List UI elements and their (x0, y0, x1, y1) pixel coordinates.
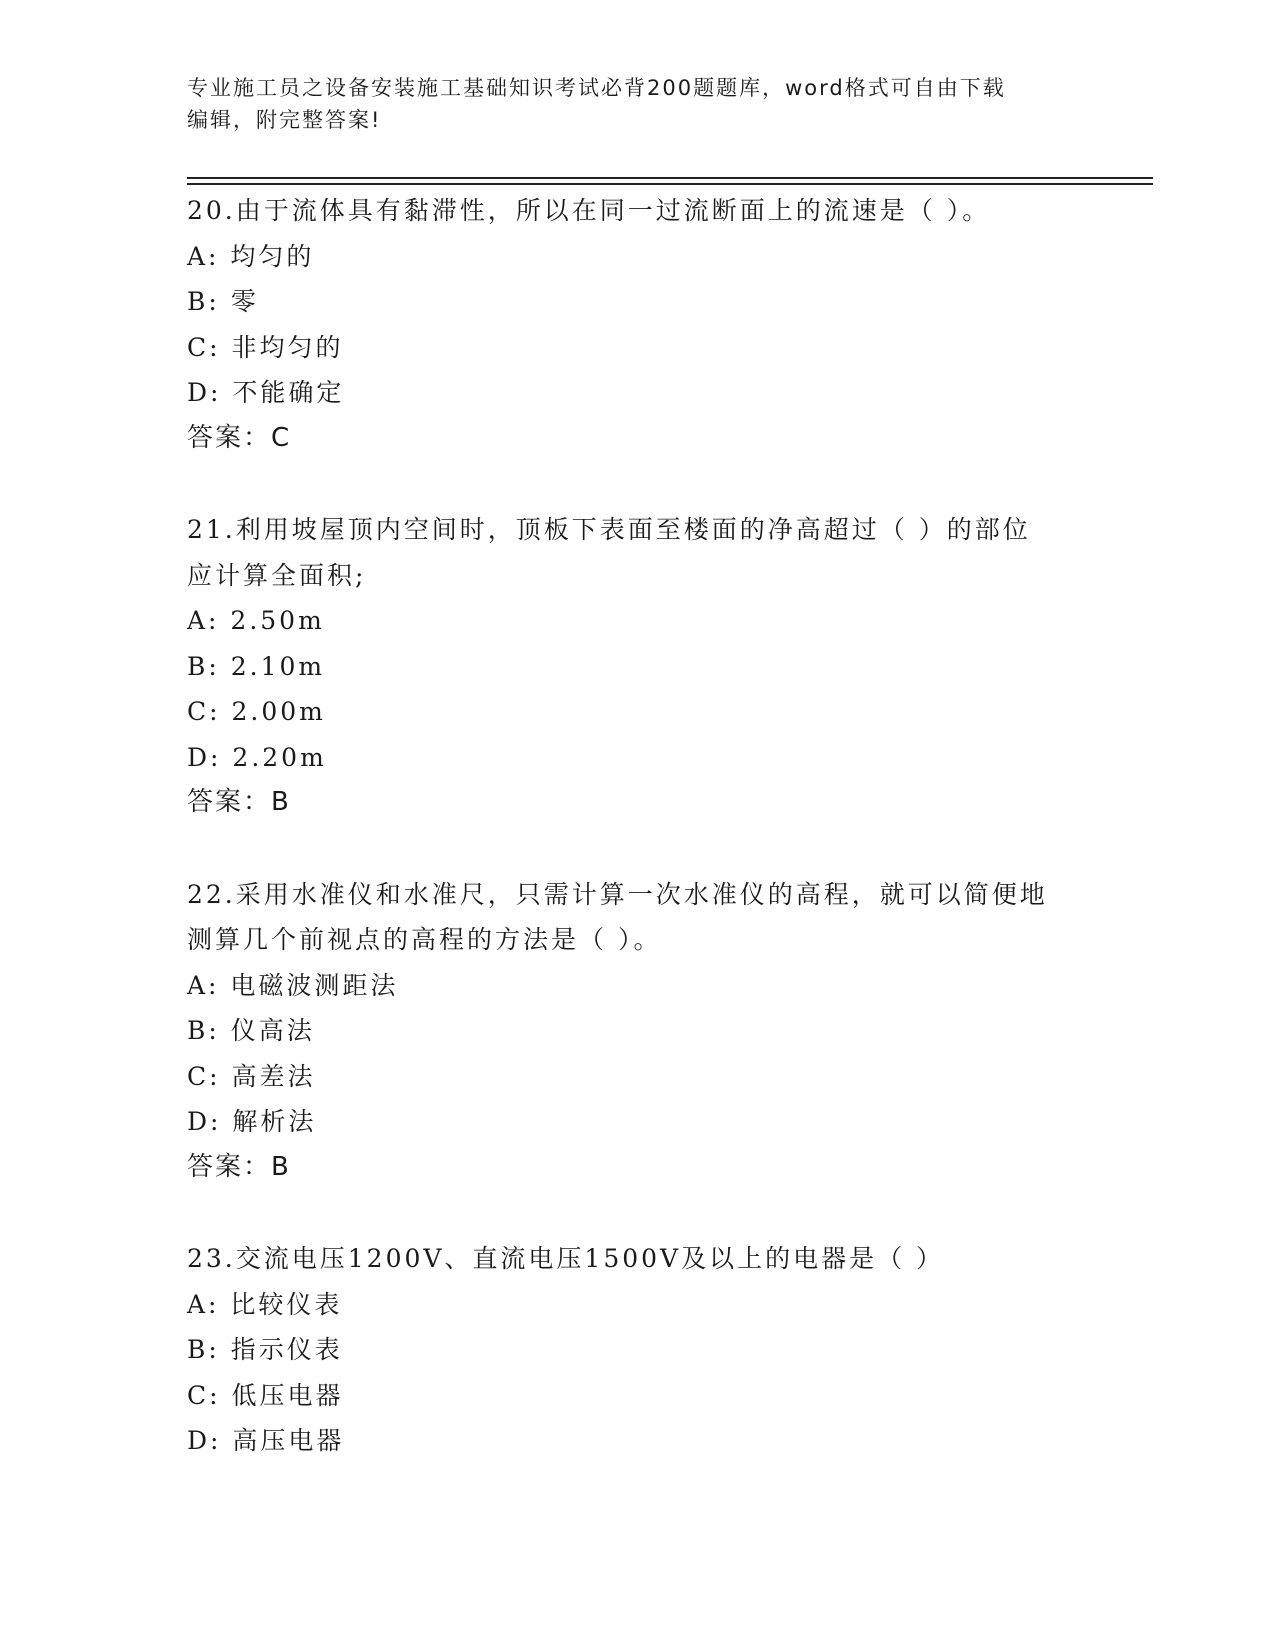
option-d: D: 不能确定 (187, 378, 345, 407)
question-22 (187, 872, 1087, 1191)
option-b: B: 指示仪表 (187, 1335, 343, 1364)
header-divider-top (187, 177, 1153, 179)
option-a: A: 2.50m (187, 606, 325, 635)
question-stem-continued: 测算几个前视点的高程的方法是（ ）。 (187, 925, 662, 954)
question-stem-continued: 应计算全面积; (187, 560, 367, 590)
option-a: A: 电磁波测距法 (187, 970, 399, 1000)
option-d: D: 2.20m (187, 742, 327, 772)
question-stem: 20.由于流体具有黏滞性，所以在同一过流断面上的流速是（ ）。 (187, 196, 991, 225)
header-divider-bottom (187, 183, 1153, 185)
question-stem: 21.利用坡屋顶内空间时，顶板下表面至楼面的净高超过（ ）的部位 (187, 515, 1031, 544)
option-d: D: 高压电器 (187, 1426, 345, 1455)
question-list (187, 188, 1087, 1510)
option-b: B: 2.10m (187, 651, 326, 681)
option-a: A: 比较仪表 (187, 1289, 343, 1319)
option-c: C: 低压电器 (187, 1380, 344, 1410)
question-20 (187, 188, 1087, 461)
option-c: C: 高差法 (187, 1061, 316, 1091)
option-c: C: 2.00m (187, 697, 326, 726)
option-b: B: 仪高法 (187, 1016, 315, 1045)
question-21 (187, 507, 1087, 826)
answer-label: 答案：B (187, 1151, 291, 1182)
option-b: B: 零 (187, 287, 259, 316)
header-title-line-1: 专业施工员之设备安装施工基础知识考试必背200题题库，word格式可自由下载 (187, 76, 1006, 100)
option-a: A: 均匀的 (187, 241, 315, 271)
option-d: D: 解析法 (187, 1107, 317, 1136)
header-title-line-2: 编辑，附完整答案! (187, 108, 382, 132)
question-stem: 22.采用水准仪和水准尺，只需计算一次水准仪的高程，就可以简便地 (187, 879, 1048, 909)
answer-label: 答案：C (187, 422, 292, 453)
answer-label: 答案：B (187, 787, 291, 817)
question-23 (187, 1236, 1087, 1464)
option-c: C: 非均匀的 (187, 332, 344, 362)
question-stem: 23.交流电压1200V、直流电压1500V及以上的电器是（ ） (187, 1244, 945, 1273)
document-header (187, 72, 1087, 136)
